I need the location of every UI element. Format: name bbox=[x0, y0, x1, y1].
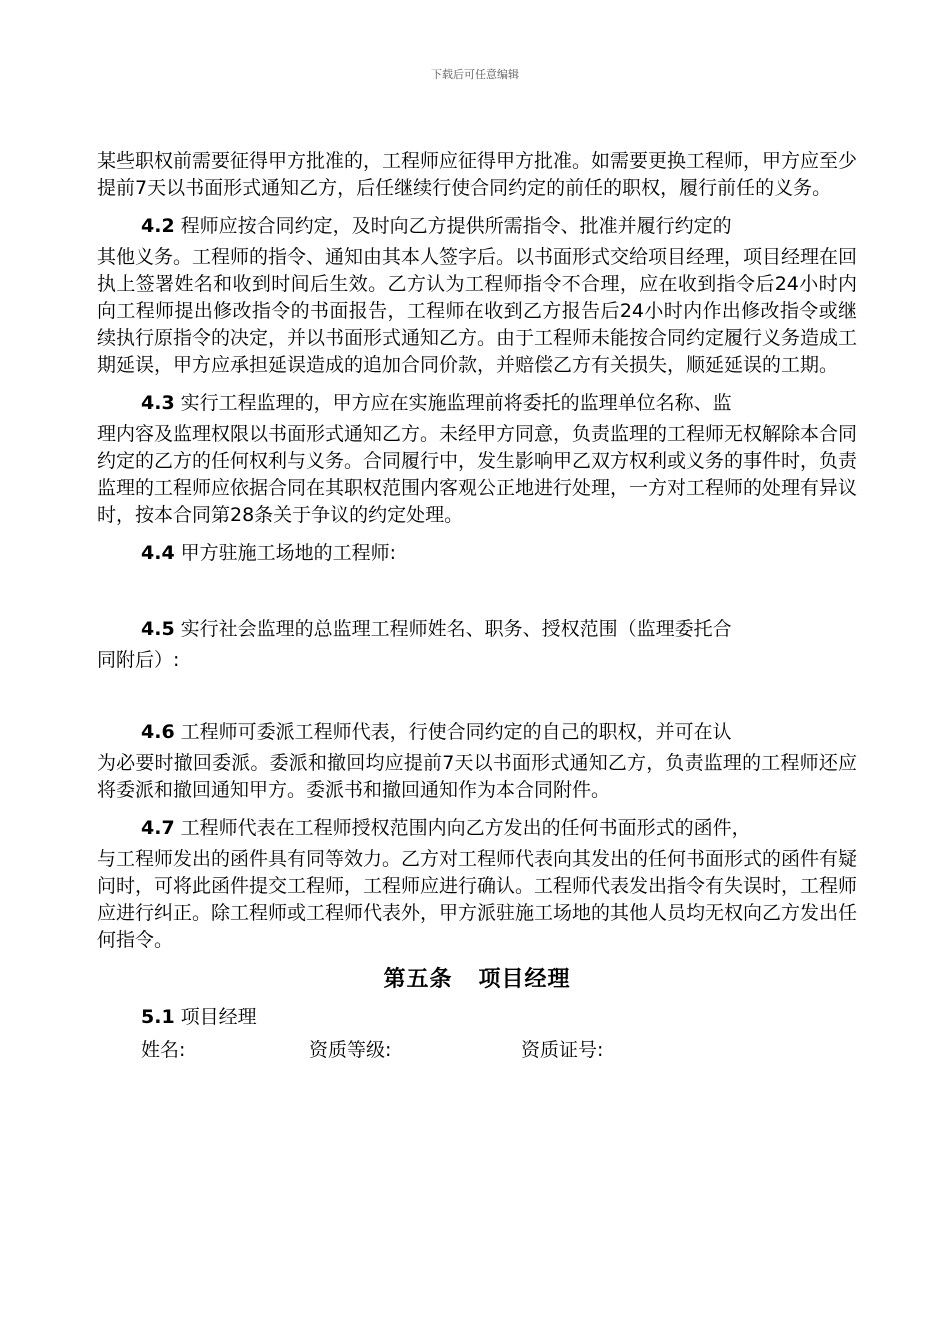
section-title bbox=[97, 964, 857, 996]
document-body bbox=[97, 148, 857, 1067]
clause-first-line: 工程师可委派工程师代表，行使合同约定的自己的职权，并可在认 bbox=[180, 721, 732, 743]
section-name: 项目经理 bbox=[478, 967, 571, 992]
clause-number: 5.1 bbox=[141, 1006, 175, 1028]
clause-first-line: 实行工程监理的，甲方应在实施监理前将委托的监理单位名称、监 bbox=[180, 392, 732, 414]
clause-lead bbox=[97, 611, 857, 647]
qualification-level-label: 资质等级: bbox=[309, 1039, 392, 1061]
clause-lead bbox=[97, 810, 857, 846]
clause-number: 4.2 bbox=[141, 215, 175, 237]
clause-lead bbox=[97, 714, 857, 750]
name-label: 姓名: bbox=[141, 1039, 186, 1061]
clause-4-2 bbox=[97, 208, 857, 379]
clause-4-6 bbox=[97, 714, 857, 804]
clause-number: 4.5 bbox=[141, 618, 175, 640]
clause-lead bbox=[97, 208, 857, 244]
clause-body: 为必要时撤回委派。委派和撤回均应提前7天以书面形式通知乙方，负责监理的工程师还应将委派和撤回通知甲方。委派书和撤回通知作为本合同附件。 bbox=[97, 752, 857, 801]
clause-number: 4.4 bbox=[141, 542, 175, 564]
clause-4-5 bbox=[97, 611, 857, 674]
blank-fill-space bbox=[97, 571, 857, 605]
clause-lead bbox=[97, 535, 857, 571]
clause-lead bbox=[97, 385, 857, 421]
header-note: 下载后可任意编辑 bbox=[431, 68, 519, 81]
clause-5-1 bbox=[97, 1004, 857, 1031]
clause-4-3 bbox=[97, 385, 857, 529]
section-number: 第五条 bbox=[383, 967, 453, 992]
blank-fill-space bbox=[97, 674, 857, 708]
clause-first-line: 程师应按合同约定，及时向乙方提供所需指令、批准并履行约定的 bbox=[180, 215, 732, 237]
clause-first-line: 工程师代表在工程师授权范围内向乙方发出的任何书面形式的函件， bbox=[180, 817, 751, 839]
clause-first-line: 实行社会监理的总监理工程师姓名、职务、授权范围（监理委托合 bbox=[180, 618, 732, 640]
clause-body: 其他义务。工程师的指令、通知由其本人签字后。以书面形式交给项目经理，项目经理在回执上签署姓名和收到时间后生效。乙方认为工程师指令不合理，应在收到指令后24小时内向工程师提出修改指令的书面报告，工程师在收到乙方报告后24小时内作出修改指令或继续执行原指令的决定，并以书面形式通知乙方。由于工程师未能按合同约定履行义务造成工期延误，甲方应承担延误造成的追加合同价款，并赔偿乙方有关损失，顺延延误的工期。 bbox=[97, 246, 858, 376]
clause-number: 4.7 bbox=[141, 817, 175, 839]
clause-number: 4.3 bbox=[141, 392, 175, 414]
clause-body: 理内容及监理权限以书面形式通知乙方。未经甲方同意，负责监理的工程师无权解除本合同约定的乙方的任何权利与义务。合同履行中，发生影响甲乙双方权利或义务的事件时，负责监理的工程师应依据合同在其职权范围内客观公正地进行处理，一方对工程师的处理有异议时，按本合同第28条关于争议的约定处理。 bbox=[97, 423, 858, 526]
clause-body: 同附后）: bbox=[97, 649, 180, 671]
qualification-cert-label: 资质证号: bbox=[521, 1039, 604, 1061]
clause-first-line: 甲方驻施工场地的工程师: bbox=[180, 542, 397, 564]
clause-4-7 bbox=[97, 810, 857, 954]
clause-text: 项目经理 bbox=[180, 1006, 257, 1028]
clause-4-4 bbox=[97, 535, 857, 571]
intro-paragraph: 某些职权前需要征得甲方批准的，工程师应征得甲方批准。如需要更换工程师，甲方应至少提前7天以书面形式通知乙方，后任继续行使合同约定的前任的职权，履行前任的义务。 bbox=[97, 150, 858, 199]
clause-body: 与工程师发出的函件具有同等效力。乙方对工程师代表向其发出的任何书面形式的函件有疑问时，可将此函件提交工程师，工程师应进行确认。工程师代表发出指令有失误时，工程师应进行纠正。除工程师或工程师代表外，甲方派驻施工场地的其他人员均无权向乙方发出任何指令。 bbox=[97, 848, 858, 951]
manager-fields bbox=[141, 1037, 857, 1067]
clause-number: 4.6 bbox=[141, 721, 175, 743]
